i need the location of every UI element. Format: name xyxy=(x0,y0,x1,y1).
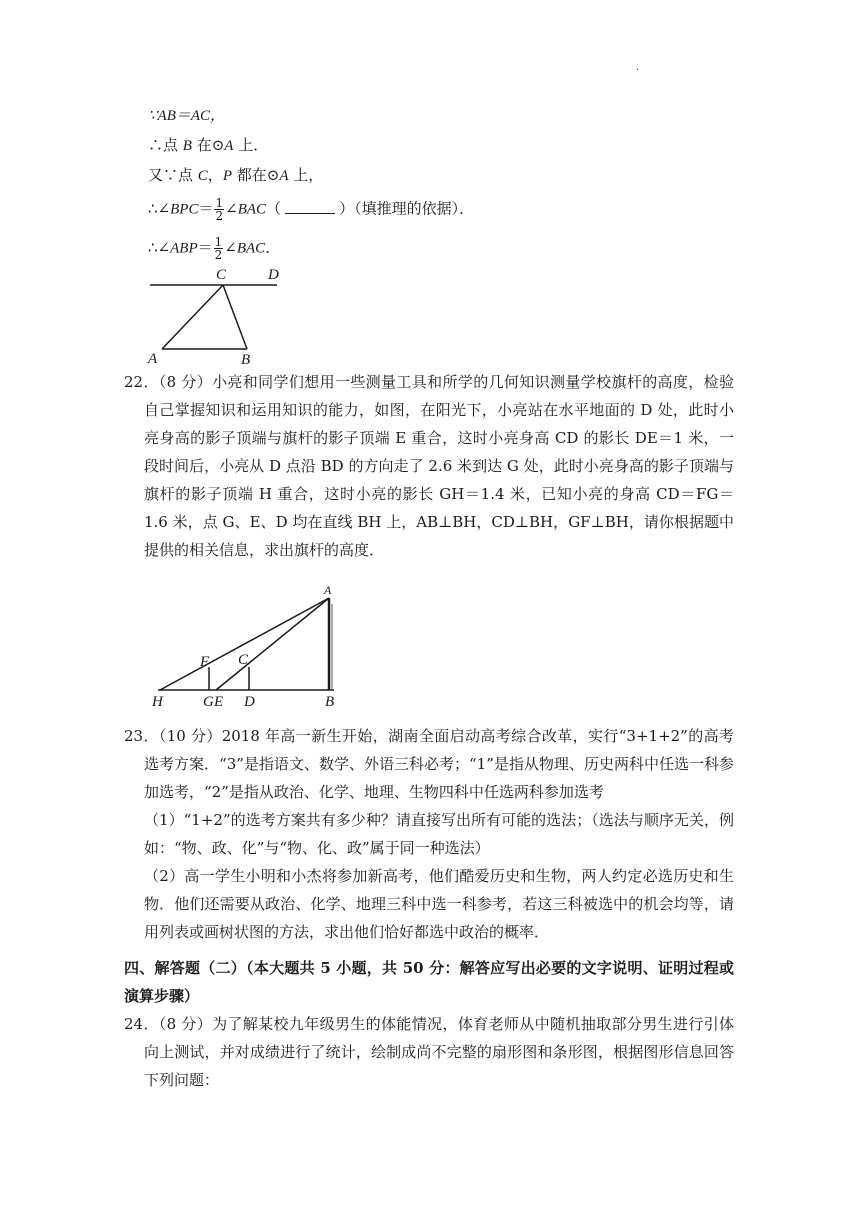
proof-text: ∴∠ xyxy=(148,238,171,257)
triangle-figure xyxy=(140,262,290,368)
proof-text: ． xyxy=(265,238,281,257)
proof-text: P xyxy=(222,168,232,184)
sun-ray-ha xyxy=(160,598,329,690)
label-b: B xyxy=(325,694,335,710)
proof-line-1 xyxy=(148,105,225,126)
label-d: D xyxy=(244,694,255,710)
question-22: 22．（8 分）小亮和同学们想用一些测量工具和所学的几何知识测量学校旗杆的高度，检验自己掌握知识和运用知识的能力，如图，在阳光下，小亮站在水平地面的 D 处，此时小亮身高的影子顶端与旗杆的影子顶端 E 重合，这时小亮身高 CD 的影长 DE＝1 米，一段时间后，小亮从 D 点沿 BD 的方向走了 2.6 米到达 G 处，此时小亮身高的影子顶端与旗杆的影子顶端 H 重合，这时小亮的影长 GH＝1.4 米，已知小亮的身高 CD＝FG＝1.6 米，点 G、E、D 均在直线 BH 上，AB⊥BH，CD⊥BH，GF⊥BH，请你根据题中提供的相关信息，求出旗杆的高度． xyxy=(124,373,734,559)
label-d: D xyxy=(268,267,279,283)
question-24: 24．（8 分）为了解某校九年级男生的体能情况，体育老师从中随机抽取部分男生进行引体向上测试，并对成绩进行了统计，绘制成尚不完整的扇形图和条形图，根据图形信息回答下列问题： xyxy=(124,1015,734,1089)
proof-text: 在⊙ xyxy=(191,136,225,154)
fraction-numerator: 1 xyxy=(215,196,224,210)
proof-line-2 xyxy=(148,135,268,156)
proof-text: 上． xyxy=(233,136,269,154)
proof-text: ∠ xyxy=(225,199,238,218)
label-c: C xyxy=(216,267,227,283)
label-c: C xyxy=(238,652,249,668)
proof-text: ）（填推理的依据）． xyxy=(339,199,475,218)
proof-text: BAC xyxy=(236,240,266,257)
proof-line-4 xyxy=(148,197,474,222)
proof-text: B xyxy=(182,138,192,154)
fraction-half xyxy=(214,236,224,261)
fraction-denominator: 2 xyxy=(215,209,224,223)
proof-text: ∴点 xyxy=(148,136,183,154)
label-f: F xyxy=(200,654,210,670)
label-h: H xyxy=(152,694,163,710)
proof-text: BPC xyxy=(170,201,199,218)
section-4-heading: 四、解答题（二）（本大题共 5 小题，共 50 分：解答应写出必要的文字说明、证明过程或演算步骤） xyxy=(124,959,734,1005)
proof-line-3 xyxy=(148,165,323,186)
label-a: A xyxy=(148,351,158,367)
proof-text: 都在⊙ xyxy=(231,166,280,184)
proof-text: ＝ xyxy=(197,238,213,257)
segment-cb xyxy=(223,285,247,349)
label-g: G xyxy=(203,694,214,710)
proof-text: 上， xyxy=(288,166,324,184)
proof-text: A xyxy=(224,138,234,154)
proof-text: A xyxy=(279,168,289,184)
proof-text: ∴∠ xyxy=(148,199,171,218)
question-23-part-2: （2）高一学生小明和小杰将参加新高考，他们酷爱历史和生物，两人约定必选历史和生物．他们还需要从政治、化学、地理三科中选一科参考，若这三科被选中的机会均等，请用列表或画树状图的方法，求出他们恰好都选中政治的概率． xyxy=(144,867,734,941)
proof-text: ， xyxy=(207,166,223,184)
page-dot: . xyxy=(636,62,640,73)
proof-text: ABP xyxy=(170,240,198,257)
label-a: A xyxy=(324,583,332,597)
flagpole-figure xyxy=(148,580,348,710)
fraction-numerator: 1 xyxy=(214,235,223,249)
proof-text: ∠ xyxy=(224,238,237,257)
proof-text: ＝ xyxy=(198,199,214,218)
proof-text: BAC xyxy=(237,201,267,218)
sun-ray-ea xyxy=(216,598,329,690)
question-23: 23．（10 分）2018 年高一新生开始，湖南全面启动高考综合改革，实行“3+1+2”的高考选考方案．“3”是指语文、数学、外语三科必考；“1”是指从物理、历史两科中任选一科参加选考，“2”是指从政治、化学、地理、生物四科中任选两科参加选考 xyxy=(124,727,734,801)
proof-line-1-text: ∵AB＝AC， xyxy=(148,108,226,124)
fraction-denominator: 2 xyxy=(214,248,223,262)
proof-text: （ xyxy=(266,199,282,218)
fraction-half xyxy=(214,197,224,222)
question-23-part-1: （1）“1+2”的选考方案共有多少种？请直接写出所有可能的选法；（选法与顺序无关，例如：“物、政、化”与“物、化、政”属于同一种选法） xyxy=(144,811,734,857)
segment-ca xyxy=(162,285,223,349)
proof-text: C xyxy=(197,168,208,184)
proof-line-5 xyxy=(148,236,280,261)
answer-blank[interactable] xyxy=(285,199,335,214)
label-e: E xyxy=(214,694,224,710)
label-b: B xyxy=(241,352,251,368)
proof-text: 又∵点 xyxy=(148,166,198,184)
